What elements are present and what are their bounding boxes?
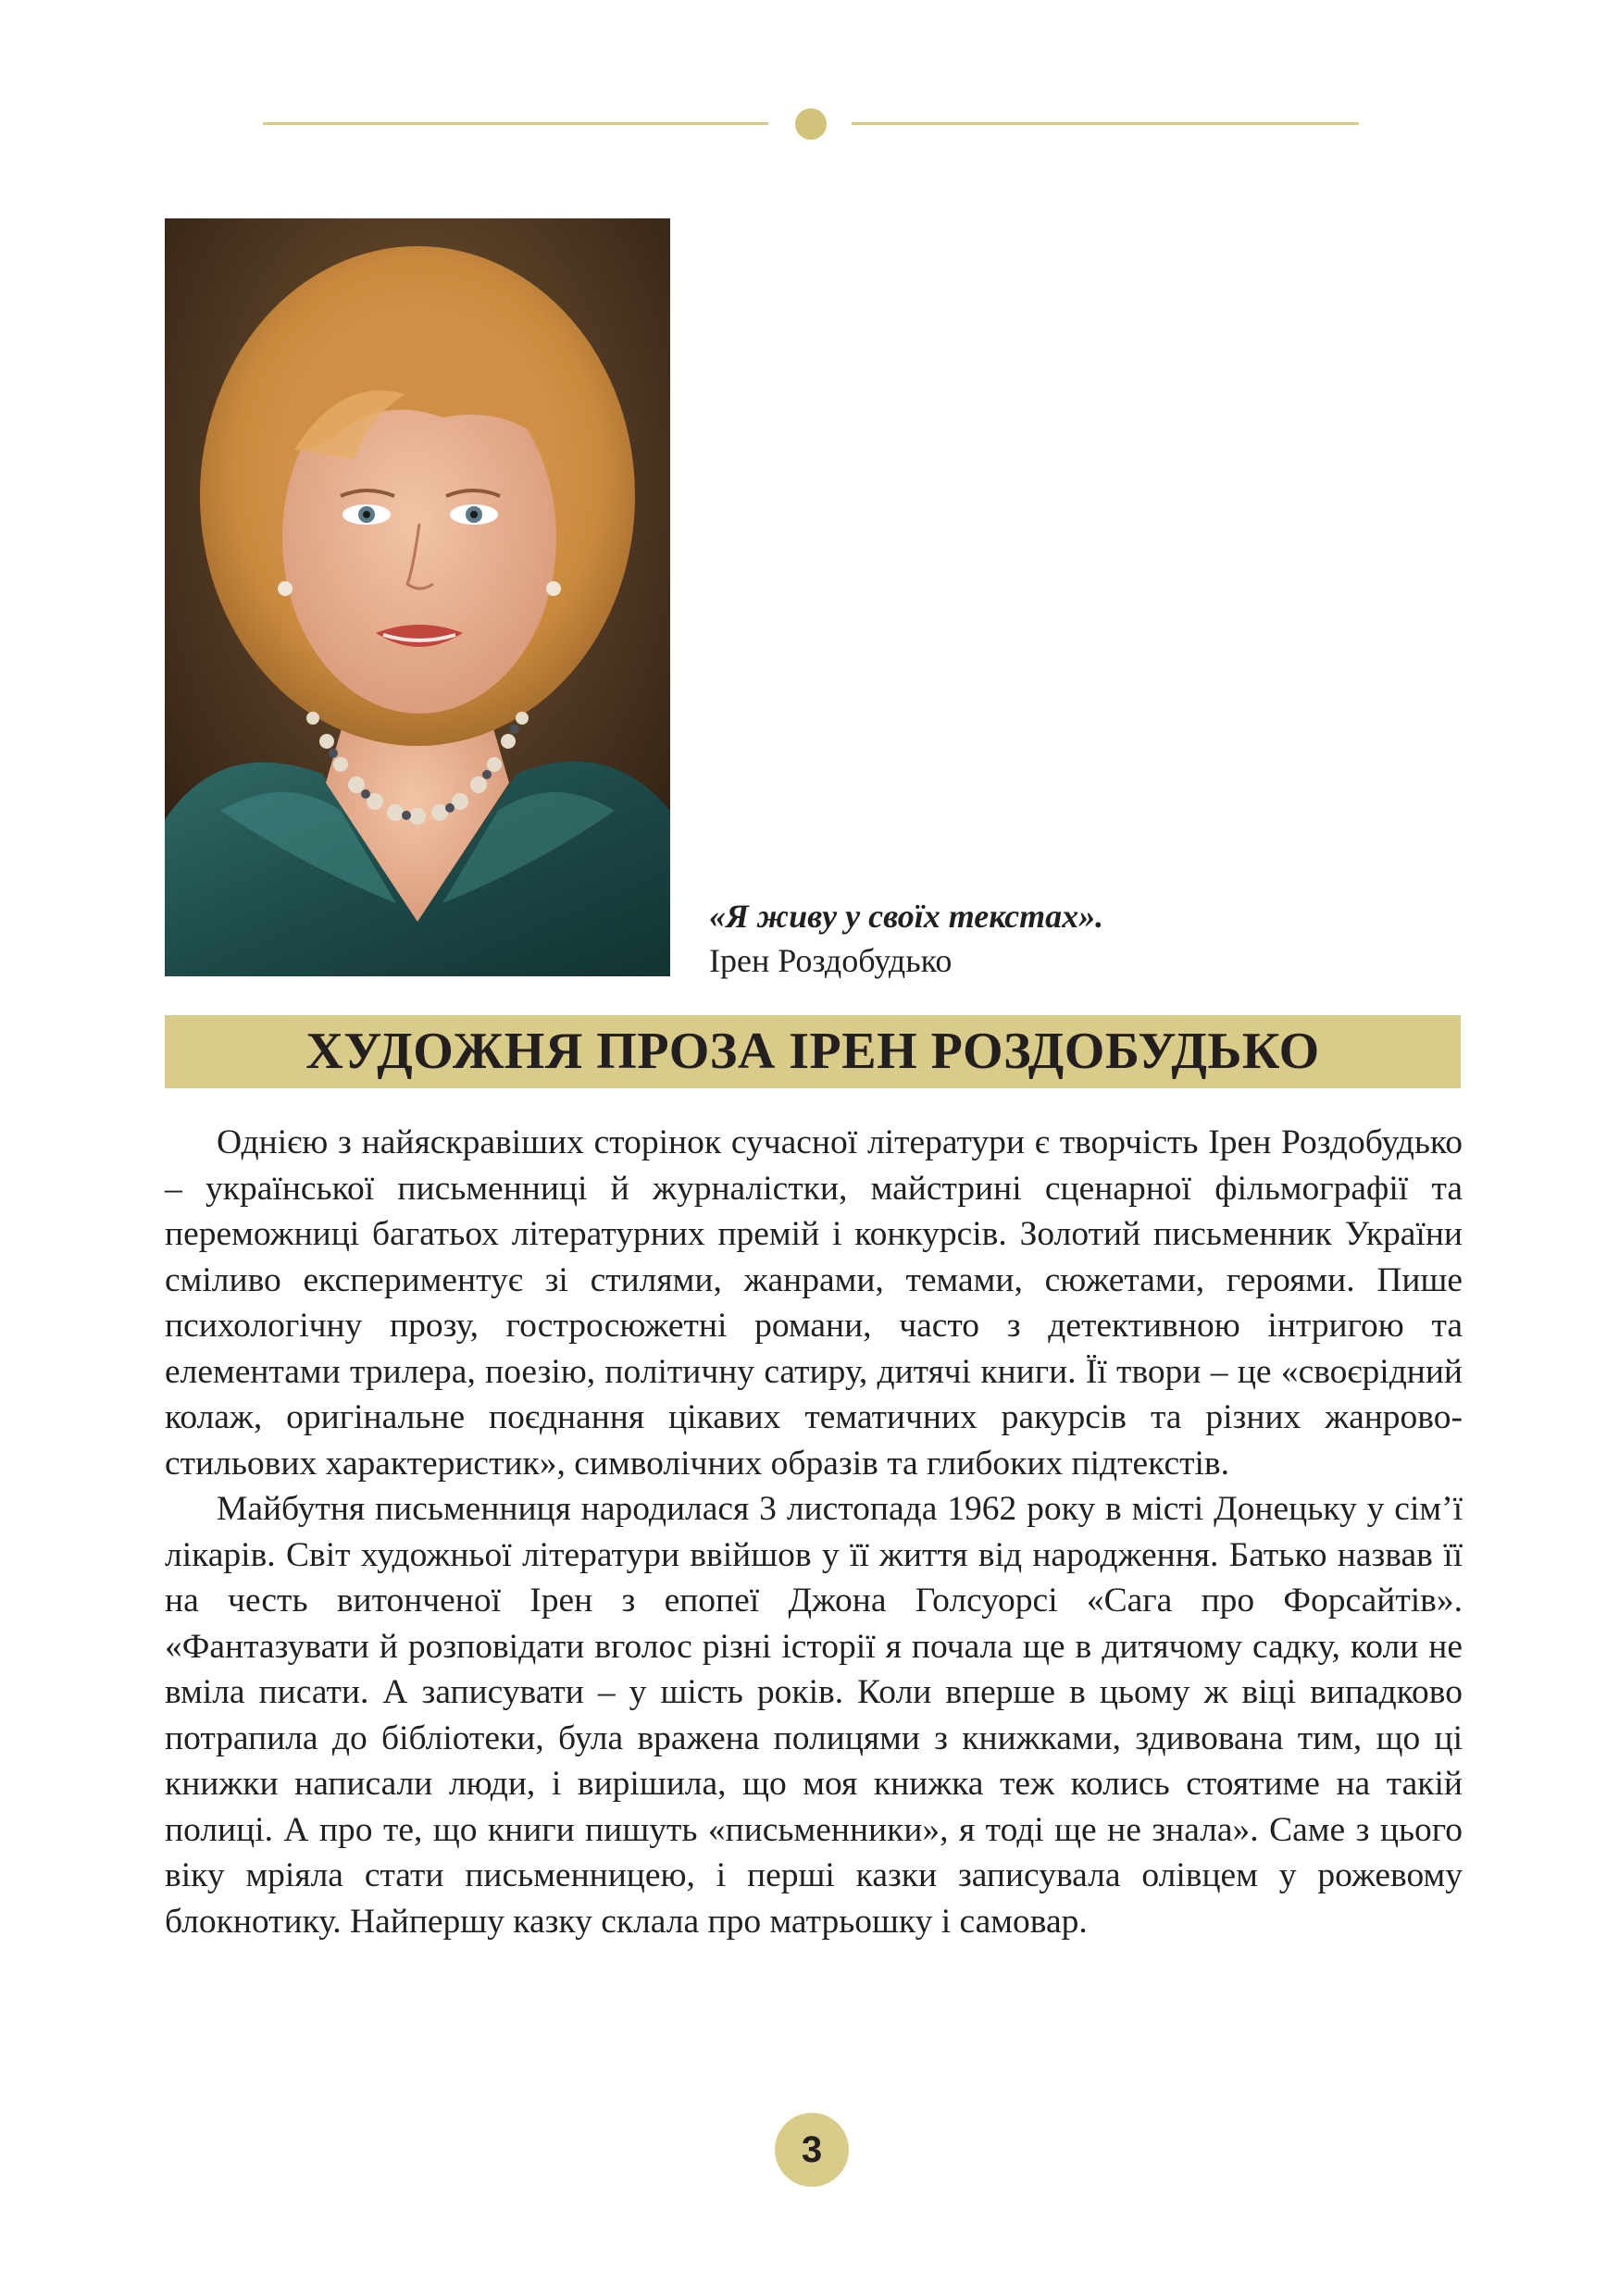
ornament-line-right (852, 122, 1359, 125)
body-text (165, 1120, 1463, 1944)
author-portrait (165, 218, 670, 976)
caption-author: Ірен Роздобудько (709, 942, 953, 979)
page-number: 3 (775, 2113, 849, 2187)
paragraph-1: Однією з найяскравіших сторінок сучасної літератури є творчість Ірен Роздобудько – української письменниці й журналістки, майстрині сценарної фільмографії та переможниці багатьох літературних премій і конкурсів. Золотий письменник України сміливо експериментує зі стилями, жанрами, темами, сюжетами, героями. Пише психологічну прозу, гостросюжетні романи, часто з детективною інтригою та елементами трилера, поезію, політичну сатиру, дитячі книги. Її твори – це «своєрідний колаж, оригінальне поєднання цікавих тематичних ракурсів та різних жанрово-стильових характеристик», символічних образів та глибоких підтекстів. (165, 1123, 1463, 1483)
ornament-dot (795, 108, 827, 140)
photo-caption (709, 894, 1103, 983)
ornament-line-left (263, 122, 768, 125)
section-heading: ХУДОЖНЯ ПРОЗА ІРЕН РОЗДОБУДЬКО (305, 1023, 1320, 1080)
heading-band (165, 1015, 1461, 1088)
paragraph-2: Майбутня письменниця народилася 3 листопада 1962 року в місті Донецьку у сім’ї лікарів. Світ художньої літератури ввійшов у її життя від народження. Батько назвав її на честь витонченої Ірен з епопеї Джона Голсуорсі «Сага про Форсайтів». «Фантазувати й розповідати вголос різні історії я почала ще в дитячому садку, коли не вміла писати. А записувати – у шість років. Коли вперше в цьому ж віці випадково потрапила до бібліотеки, була вражена полицями з книжками, здивована тим, що ці книжки написали люди, і вирішила, що моя книжка теж колись стоятиме на такій полиці. А про те, що книги пишуть «письменники», я тоді ще не знала». Саме з цього віку мріяла стати письменницею, і перші казки записувала олівцем у рожевому блокнотику. Найпершу казку склала про матрьошку і самовар. (165, 1490, 1463, 1941)
caption-quote: «Я живу у своїх текстах». (709, 898, 1104, 935)
